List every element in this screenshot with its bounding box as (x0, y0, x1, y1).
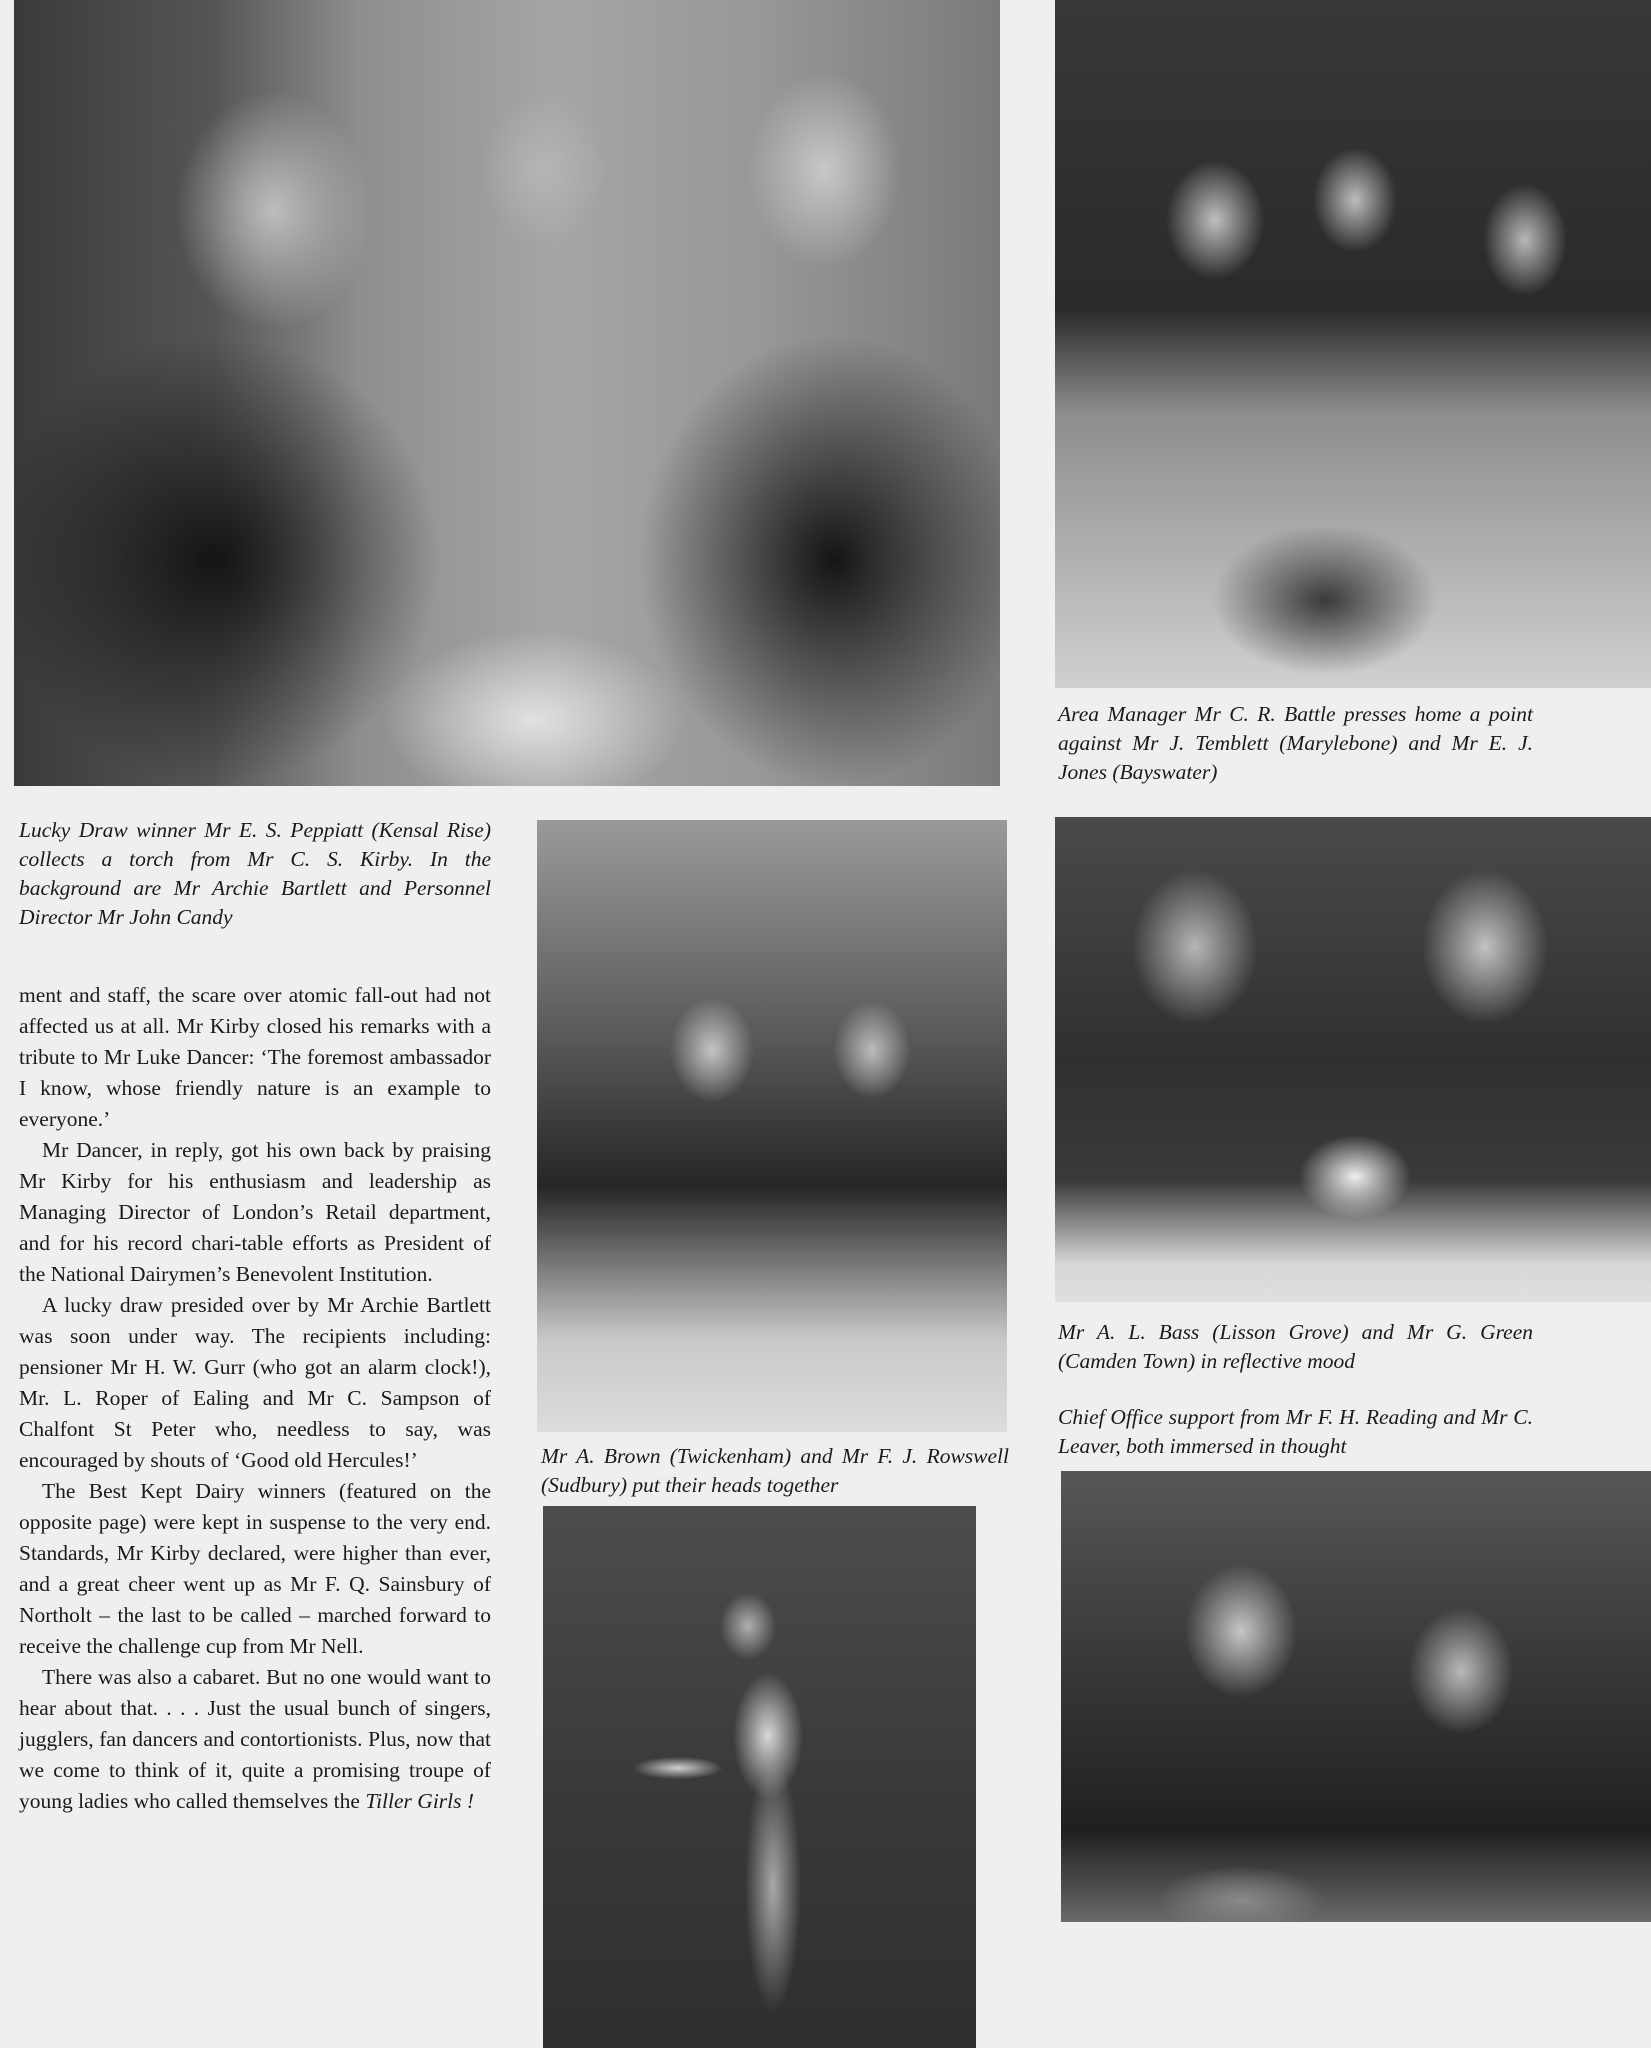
photo-cabaret (543, 1506, 976, 2048)
photo-area-manager (1055, 0, 1651, 688)
photo-lucky-draw (14, 0, 1000, 786)
photo-area-manager-image (1055, 0, 1651, 688)
photo-brown-rowswell (537, 820, 1007, 1432)
article-paragraph: A lucky draw presided over by Mr Archie Bartlett was soon under way. The recipients including: pensioner Mr H. W. Gurr (who got an alarm clock!), Mr. L. Roper of Ealing and Mr C. Sampson of Chalfont St Peter who, needless to say, was encouraged by shouts of ‘Good old Hercules!’ (19, 1293, 491, 1472)
photo-bass-green (1055, 817, 1651, 1302)
caption-brown-rowswell: Mr A. Brown (Twickenham) and Mr F. J. Rowswell (Sudbury) put their heads together (541, 1444, 1009, 1497)
photo-reading-leaver (1061, 1471, 1651, 1922)
caption-area-manager: Area Manager Mr C. R. Battle presses home a point against Mr J. Temblett (Marylebone) and Mr E. J. Jones (Bayswater) (1058, 702, 1533, 784)
tiller-girls-emphasis: Tiller Girls ! (365, 1789, 475, 1813)
caption-reading-leaver: Chief Office support from Mr F. H. Reading and Mr C. Leaver, both immersed in thought (1058, 1405, 1533, 1458)
caption-lucky-draw: Lucky Draw winner Mr E. S. Peppiatt (Kensal Rise) collects a torch from Mr C. S. Kirby. In the background are Mr Archie Bartlett and Personnel Director Mr John Candy (19, 818, 491, 929)
article-paragraph: ment and staff, the scare over atomic fall-out had not affected us at all. Mr Kirby closed his remarks with a tribute to Mr Luke Dancer: ‘The foremost ambassador I know, whose friendly nature is an example to everyone.’ (19, 983, 491, 1131)
article-paragraph: The Best Kept Dairy winners (featured on the opposite page) were kept in suspense to the very end. Standards, Mr Kirby declared, were higher than ever, and a great cheer went up as Mr F. Q. Sainsbury of Northolt – the last to be called – marched forward to receive the challenge cup from Mr Nell. (19, 1479, 491, 1658)
caption-bass-green: Mr A. L. Bass (Lisson Grove) and Mr G. Green (Camden Town) in reflective mood (1058, 1320, 1533, 1373)
article-paragraph-last (19, 1662, 491, 1817)
photo-lucky-draw-image (14, 0, 1000, 786)
photo-bass-green-image (1055, 817, 1651, 1302)
article-body (19, 980, 491, 1817)
article-paragraph-text: There was also a cabaret. But no one would want to hear about that. . . . Just the usual bunch of singers, jugglers, fan dancers and contortionists. Plus, now that we come to think of it, quite a promising troupe of young ladies who called themselves the (19, 1665, 491, 1813)
photo-cabaret-image (543, 1506, 976, 2048)
article-paragraph: Mr Dancer, in reply, got his own back by praising Mr Kirby for his enthusiasm and leadership as Managing Director of London’s Retail department, and for his record chari-table efforts as President of the National Dairymen’s Benevolent Institution. (19, 1138, 491, 1286)
photo-reading-leaver-image (1061, 1471, 1651, 1922)
photo-brown-rowswell-image (537, 820, 1007, 1432)
